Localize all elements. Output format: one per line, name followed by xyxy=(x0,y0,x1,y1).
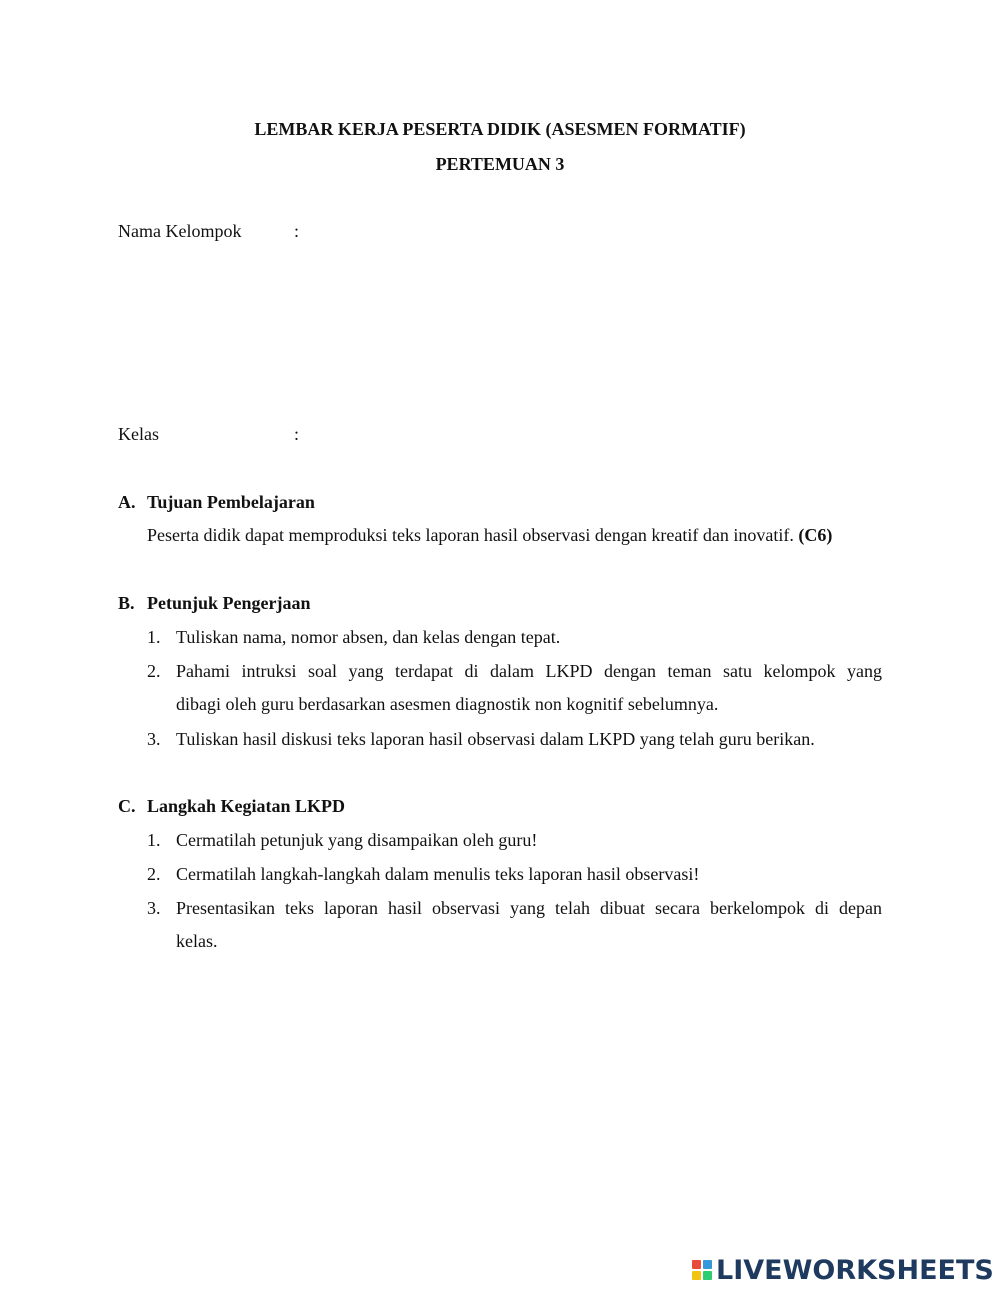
list-item-text: Tuliskan hasil diskusi teks laporan hasil observasi dalam LKPD yang telah guru berikan. xyxy=(176,729,815,749)
liveworksheets-logo-text: LIVEWORKSHEETS xyxy=(716,1254,994,1286)
list-item-text: Tuliskan nama, nomor absen, dan kelas dengan tepat. xyxy=(176,627,561,647)
list-item-text: Pahami intruksi soal yang terdapat di dalam LKPD dengan teman satu kelompok yang xyxy=(176,661,882,681)
section-a-heading: Tujuan Pembelajaran xyxy=(147,492,315,512)
list-item-text: Presentasikan teks laporan hasil observasi yang telah dibuat secara berkelompok di depan xyxy=(176,898,882,918)
group-name-colon: : xyxy=(294,221,300,241)
list-item-text-continued: kelas. xyxy=(176,931,218,951)
list-item-number: 2. xyxy=(147,661,161,681)
list-item-text-continued: dibagi oleh guru berdasarkan asesmen diagnostik non kognitif sebelumnya. xyxy=(176,694,719,714)
list-item-text: Cermatilah petunjuk yang disampaikan oleh guru! xyxy=(176,830,538,850)
section-a-marker: A. xyxy=(118,492,136,512)
document-title: LEMBAR KERJA PESERTA DIDIK (ASESMEN FORMATIF) xyxy=(254,119,746,139)
logo-square xyxy=(703,1271,712,1280)
list-item-number: 3. xyxy=(147,898,161,918)
logo-square xyxy=(692,1271,701,1280)
class-colon: : xyxy=(294,424,300,444)
learning-objective: Peserta didik dapat memproduksi teks laporan hasil observasi dengan kreatif dan inovatif. xyxy=(147,525,794,545)
liveworksheets-logo[interactable] xyxy=(692,1255,994,1285)
section-c-heading: Langkah Kegiatan LKPD xyxy=(147,796,346,816)
list-item-number: 1. xyxy=(147,830,161,850)
cognitive-level: (C6) xyxy=(798,525,833,545)
liveworksheets-logo-icon xyxy=(692,1260,712,1280)
class-answer-area[interactable] xyxy=(310,421,880,449)
document-subtitle: PERTEMUAN 3 xyxy=(435,154,565,174)
list-item-text: Cermatilah langkah-langkah dalam menulis teks laporan hasil observasi! xyxy=(176,864,700,884)
section-c-marker: C. xyxy=(118,796,136,816)
list-item-number: 3. xyxy=(147,729,161,749)
list-item-number: 1. xyxy=(147,627,161,647)
section-b-heading: Petunjuk Pengerjaan xyxy=(147,593,311,613)
section-b-marker: B. xyxy=(118,593,135,613)
group-name-answer-area[interactable] xyxy=(310,218,880,408)
class-label: Kelas xyxy=(118,424,159,444)
section-a-text xyxy=(147,525,832,546)
logo-square xyxy=(692,1260,701,1269)
group-name-label: Nama Kelompok xyxy=(118,221,242,241)
list-item-number: 2. xyxy=(147,864,161,884)
logo-square xyxy=(703,1260,712,1269)
